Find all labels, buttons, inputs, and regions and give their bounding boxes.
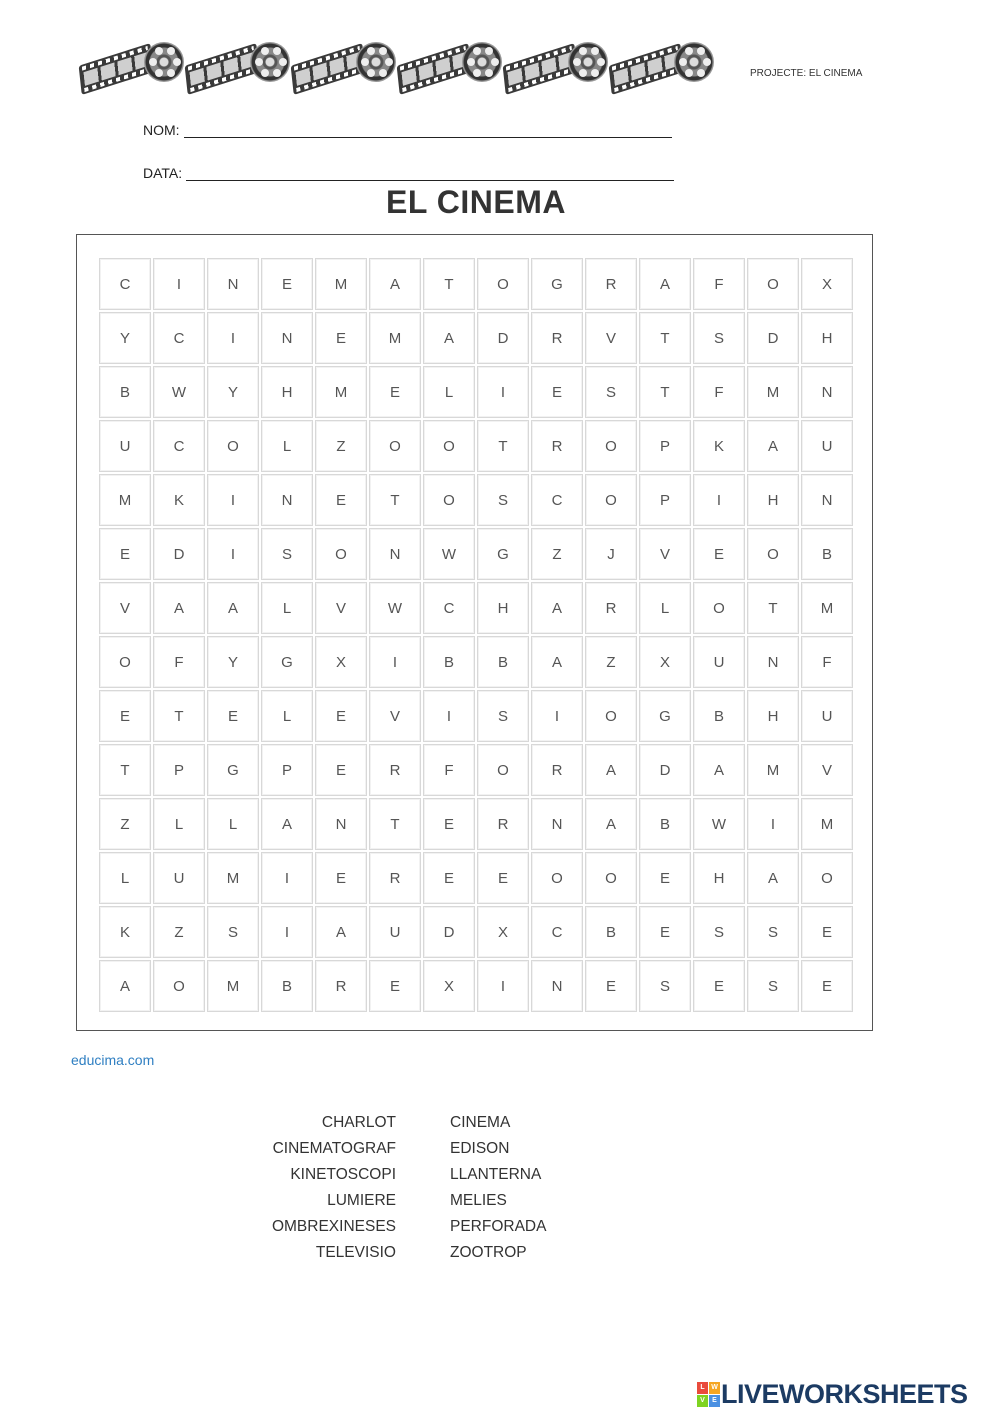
grid-cell[interactable]: T <box>747 582 799 634</box>
grid-cell[interactable]: N <box>801 366 853 418</box>
film-reel-icon <box>462 42 502 82</box>
grid-cell[interactable]: I <box>207 528 259 580</box>
grid-cell[interactable]: N <box>261 312 313 364</box>
grid-cell[interactable]: W <box>423 528 475 580</box>
grid-cell[interactable]: O <box>477 258 529 310</box>
grid-cell[interactable]: L <box>261 690 313 742</box>
grid-cell[interactable]: C <box>531 474 583 526</box>
grid-cell[interactable]: O <box>531 852 583 904</box>
grid-cell[interactable]: D <box>747 312 799 364</box>
grid-cell[interactable]: A <box>747 420 799 472</box>
grid-cell[interactable]: I <box>423 690 475 742</box>
grid-cell[interactable]: O <box>477 744 529 796</box>
film-strip-reel <box>398 38 508 98</box>
word-item: ZOOTROP <box>450 1244 527 1261</box>
grid-cell[interactable]: Z <box>315 420 367 472</box>
brand-icon-tile: W <box>709 1382 720 1394</box>
film-strip-reel <box>610 38 720 98</box>
grid-cell[interactable]: D <box>423 906 475 958</box>
grid-cell[interactable]: A <box>531 636 583 688</box>
grid-cell[interactable]: M <box>315 366 367 418</box>
grid-cell[interactable]: E <box>315 312 367 364</box>
grid-cell[interactable]: I <box>693 474 745 526</box>
grid-cell[interactable]: K <box>693 420 745 472</box>
grid-cell[interactable]: S <box>747 960 799 1012</box>
grid-cell[interactable]: S <box>693 312 745 364</box>
grid-cell[interactable]: C <box>153 420 205 472</box>
liveworksheets-logo[interactable] <box>697 1378 968 1410</box>
grid-cell[interactable]: V <box>585 312 637 364</box>
grid-cell[interactable]: P <box>639 420 691 472</box>
grid-cell[interactable]: L <box>99 852 151 904</box>
grid-cell[interactable]: M <box>207 852 259 904</box>
grid-cell[interactable]: Z <box>99 798 151 850</box>
grid-cell[interactable]: P <box>261 744 313 796</box>
grid-cell[interactable]: I <box>747 798 799 850</box>
brand-icon-tile: E <box>709 1395 720 1407</box>
grid-cell[interactable]: G <box>639 690 691 742</box>
film-strip-reel <box>504 38 614 98</box>
grid-cell[interactable]: T <box>423 258 475 310</box>
grid-cell[interactable]: F <box>693 258 745 310</box>
grid-cell[interactable]: O <box>585 474 637 526</box>
date-label: DATA: <box>143 165 183 181</box>
grid-cell[interactable]: A <box>315 906 367 958</box>
grid-cell[interactable]: H <box>261 366 313 418</box>
grid-cell[interactable]: E <box>585 960 637 1012</box>
grid-cell[interactable]: W <box>369 582 421 634</box>
film-strip-reel <box>292 38 402 98</box>
grid-cell[interactable]: Y <box>207 636 259 688</box>
brand-icon-tile: V <box>697 1395 708 1407</box>
grid-cell[interactable]: O <box>801 852 853 904</box>
grid-cell[interactable]: X <box>477 906 529 958</box>
grid-cell[interactable]: A <box>369 258 421 310</box>
grid-cell[interactable]: O <box>369 420 421 472</box>
grid-cell[interactable]: M <box>315 258 367 310</box>
grid-cell[interactable]: N <box>531 960 583 1012</box>
grid-cell[interactable]: O <box>423 420 475 472</box>
grid-cell[interactable]: D <box>153 528 205 580</box>
grid-cell[interactable]: A <box>153 582 205 634</box>
grid-cell[interactable]: T <box>153 690 205 742</box>
grid-cell[interactable]: X <box>423 960 475 1012</box>
grid-cell[interactable]: C <box>99 258 151 310</box>
word-item: MELIES <box>450 1192 507 1209</box>
grid-cell[interactable]: E <box>207 690 259 742</box>
grid-cell[interactable]: C <box>423 582 475 634</box>
grid-cell[interactable]: B <box>99 366 151 418</box>
grid-cell[interactable]: Y <box>99 312 151 364</box>
word-item: LUMIERE <box>327 1192 396 1209</box>
grid-cell[interactable]: R <box>531 312 583 364</box>
grid-cell[interactable]: K <box>99 906 151 958</box>
grid-cell[interactable]: V <box>639 528 691 580</box>
grid-cell[interactable]: Y <box>207 366 259 418</box>
grid-cell[interactable]: I <box>369 636 421 688</box>
grid-cell[interactable]: U <box>693 636 745 688</box>
grid-cell[interactable]: U <box>801 690 853 742</box>
page-title: EL CINEMA <box>386 184 566 220</box>
grid-cell[interactable]: X <box>315 636 367 688</box>
word-item: EDISON <box>450 1140 510 1157</box>
grid-cell[interactable]: I <box>477 366 529 418</box>
grid-cell[interactable]: T <box>369 798 421 850</box>
film-reel-icon <box>674 42 714 82</box>
grid-cell[interactable]: F <box>153 636 205 688</box>
grid-cell[interactable]: J <box>585 528 637 580</box>
grid-cell[interactable]: I <box>261 852 313 904</box>
film-reel-banner <box>80 38 730 98</box>
grid-cell[interactable]: O <box>315 528 367 580</box>
grid-cell[interactable]: R <box>477 798 529 850</box>
grid-cell[interactable]: O <box>747 258 799 310</box>
grid-cell[interactable]: O <box>207 420 259 472</box>
grid-cell[interactable]: L <box>261 420 313 472</box>
grid-cell[interactable]: R <box>531 420 583 472</box>
grid-cell[interactable]: R <box>369 744 421 796</box>
word-item: CINEMATOGRAF <box>272 1140 396 1157</box>
grid-cell[interactable]: T <box>369 474 421 526</box>
grid-cell[interactable]: I <box>207 474 259 526</box>
film-reel-icon <box>144 42 184 82</box>
word-item: OMBREXINESES <box>271 1218 396 1235</box>
grid-cell[interactable]: N <box>801 474 853 526</box>
grid-cell[interactable]: D <box>477 312 529 364</box>
grid-cell[interactable]: H <box>747 474 799 526</box>
grid-cell[interactable]: B <box>477 636 529 688</box>
grid-cell[interactable]: G <box>477 528 529 580</box>
grid-cell[interactable]: B <box>693 690 745 742</box>
grid-cell[interactable]: S <box>477 474 529 526</box>
grid-cell[interactable]: S <box>207 906 259 958</box>
grid-cell[interactable]: H <box>477 582 529 634</box>
grid-cell[interactable]: E <box>315 744 367 796</box>
grid-cell[interactable]: E <box>801 906 853 958</box>
grid-cell[interactable]: B <box>585 906 637 958</box>
grid-cell[interactable]: C <box>531 906 583 958</box>
grid-cell[interactable]: I <box>153 258 205 310</box>
grid-cell[interactable]: E <box>315 690 367 742</box>
grid-cell[interactable]: W <box>693 798 745 850</box>
grid-cell[interactable]: E <box>369 366 421 418</box>
grid-cell[interactable]: N <box>315 798 367 850</box>
grid-cell[interactable]: R <box>531 744 583 796</box>
grid-cell[interactable]: O <box>153 960 205 1012</box>
grid-cell[interactable]: T <box>99 744 151 796</box>
grid-cell[interactable]: M <box>801 582 853 634</box>
grid-cell[interactable]: U <box>801 420 853 472</box>
grid-cell[interactable]: L <box>423 366 475 418</box>
grid-cell[interactable]: U <box>99 420 151 472</box>
grid-cell[interactable]: V <box>99 582 151 634</box>
grid-cell[interactable]: T <box>639 312 691 364</box>
word-item: PERFORADA <box>450 1218 547 1235</box>
grid-cell[interactable]: E <box>99 528 151 580</box>
grid-cell[interactable]: A <box>693 744 745 796</box>
grid-cell[interactable]: S <box>747 906 799 958</box>
brand-text: LIVEWORKSHEETS <box>721 1378 968 1409</box>
grid-cell[interactable]: O <box>693 582 745 634</box>
grid-cell[interactable]: I <box>477 960 529 1012</box>
grid-cell[interactable]: O <box>585 420 637 472</box>
grid-cell[interactable]: E <box>639 852 691 904</box>
word-list-left <box>272 1110 396 1266</box>
source-link[interactable]: educima.com <box>71 1052 155 1068</box>
grid-cell[interactable]: A <box>585 798 637 850</box>
word-item: CINEMA <box>450 1114 511 1131</box>
grid-cell[interactable]: V <box>369 690 421 742</box>
grid-cell[interactable]: E <box>531 366 583 418</box>
grid-cell[interactable]: A <box>423 312 475 364</box>
grid-cell[interactable]: H <box>801 312 853 364</box>
grid-cell[interactable]: A <box>585 744 637 796</box>
grid-cell[interactable]: E <box>315 852 367 904</box>
film-reel-icon <box>250 42 290 82</box>
film-reel-icon <box>568 42 608 82</box>
grid-cell[interactable]: R <box>369 852 421 904</box>
grid-cell[interactable]: L <box>261 582 313 634</box>
grid-cell[interactable]: B <box>261 960 313 1012</box>
grid-cell[interactable]: S <box>261 528 313 580</box>
word-list-right <box>450 1110 546 1266</box>
grid-cell[interactable]: O <box>585 852 637 904</box>
grid-cell[interactable]: X <box>639 636 691 688</box>
grid-cell[interactable]: M <box>747 366 799 418</box>
grid-cell[interactable]: Z <box>585 636 637 688</box>
grid-cell[interactable]: F <box>693 366 745 418</box>
grid-cell[interactable]: P <box>639 474 691 526</box>
grid-cell[interactable]: E <box>315 474 367 526</box>
grid-cell[interactable]: A <box>261 798 313 850</box>
grid-cell[interactable]: H <box>747 690 799 742</box>
grid-cell[interactable]: B <box>639 798 691 850</box>
grid-cell[interactable]: O <box>423 474 475 526</box>
film-strip-reel <box>186 38 296 98</box>
grid-cell[interactable]: G <box>261 636 313 688</box>
grid-cell[interactable]: V <box>315 582 367 634</box>
grid-cell[interactable]: U <box>153 852 205 904</box>
grid-cell[interactable]: T <box>639 366 691 418</box>
film-strip-reel <box>80 38 190 98</box>
grid-cell[interactable]: V <box>801 744 853 796</box>
grid-cell[interactable]: O <box>99 636 151 688</box>
grid-cell[interactable]: A <box>99 960 151 1012</box>
grid-cell[interactable]: H <box>693 852 745 904</box>
name-input-line[interactable] <box>184 123 672 138</box>
grid-cell[interactable]: M <box>747 744 799 796</box>
grid-cell[interactable]: A <box>207 582 259 634</box>
grid-cell[interactable]: F <box>801 636 853 688</box>
grid-cell[interactable]: M <box>369 312 421 364</box>
grid-cell[interactable]: D <box>639 744 691 796</box>
grid-cell[interactable]: X <box>801 258 853 310</box>
grid-cell[interactable]: N <box>747 636 799 688</box>
grid-cell[interactable]: M <box>207 960 259 1012</box>
date-input-line[interactable] <box>186 166 674 181</box>
grid-cell[interactable]: R <box>585 582 637 634</box>
grid-cell[interactable]: Z <box>531 528 583 580</box>
grid-cell[interactable]: B <box>423 636 475 688</box>
grid-cell[interactable]: E <box>423 798 475 850</box>
word-item: TELEVISIO <box>315 1244 396 1261</box>
grid-cell[interactable]: A <box>747 852 799 904</box>
grid-cell[interactable]: B <box>801 528 853 580</box>
project-label: PROJECTE: EL CINEMA <box>750 68 863 79</box>
grid-cell[interactable]: A <box>639 258 691 310</box>
grid-cell[interactable]: I <box>531 690 583 742</box>
word-item: CHARLOT <box>321 1114 396 1131</box>
date-field <box>143 165 674 181</box>
film-reel-icon <box>356 42 396 82</box>
grid-cell[interactable]: E <box>369 960 421 1012</box>
grid-cell[interactable]: C <box>153 312 205 364</box>
grid-cell[interactable]: S <box>693 906 745 958</box>
grid-cell[interactable]: W <box>153 366 205 418</box>
grid-cell[interactable]: I <box>207 312 259 364</box>
grid-cell[interactable]: K <box>153 474 205 526</box>
grid-cell[interactable]: S <box>639 960 691 1012</box>
grid-cell[interactable]: N <box>207 258 259 310</box>
grid-cell[interactable]: G <box>207 744 259 796</box>
grid-cell[interactable]: N <box>531 798 583 850</box>
grid-cell[interactable]: I <box>261 906 313 958</box>
grid-cell[interactable]: G <box>531 258 583 310</box>
grid-cell[interactable]: M <box>99 474 151 526</box>
grid-cell[interactable]: O <box>585 690 637 742</box>
grid-cell[interactable]: T <box>477 420 529 472</box>
word-search-grid <box>99 258 853 1012</box>
grid-cell[interactable]: Z <box>153 906 205 958</box>
grid-cell[interactable]: R <box>315 960 367 1012</box>
grid-cell[interactable]: O <box>747 528 799 580</box>
grid-cell[interactable]: A <box>531 582 583 634</box>
grid-cell[interactable]: L <box>639 582 691 634</box>
grid-cell[interactable]: M <box>801 798 853 850</box>
name-field <box>143 122 672 138</box>
brand-icon-tile: L <box>697 1382 708 1394</box>
grid-cell[interactable]: E <box>99 690 151 742</box>
word-item: KINETOSCOPI <box>290 1166 396 1183</box>
grid-cell[interactable]: L <box>153 798 205 850</box>
name-label: NOM: <box>143 122 180 138</box>
grid-cell[interactable]: E <box>477 852 529 904</box>
grid-cell[interactable]: F <box>423 744 475 796</box>
grid-cell[interactable]: E <box>693 960 745 1012</box>
grid-cell[interactable]: N <box>369 528 421 580</box>
grid-cell[interactable]: N <box>261 474 313 526</box>
grid-cell[interactable]: L <box>207 798 259 850</box>
grid-cell[interactable]: E <box>639 906 691 958</box>
grid-cell[interactable]: S <box>585 366 637 418</box>
grid-cell[interactable]: E <box>801 960 853 1012</box>
grid-cell[interactable]: S <box>477 690 529 742</box>
word-item: LLANTERNA <box>450 1166 542 1183</box>
liveworksheets-icon <box>697 1382 719 1406</box>
grid-cell[interactable]: E <box>693 528 745 580</box>
grid-cell[interactable]: E <box>423 852 475 904</box>
grid-cell[interactable]: E <box>261 258 313 310</box>
grid-cell[interactable]: R <box>585 258 637 310</box>
grid-cell[interactable]: U <box>369 906 421 958</box>
grid-cell[interactable]: P <box>153 744 205 796</box>
